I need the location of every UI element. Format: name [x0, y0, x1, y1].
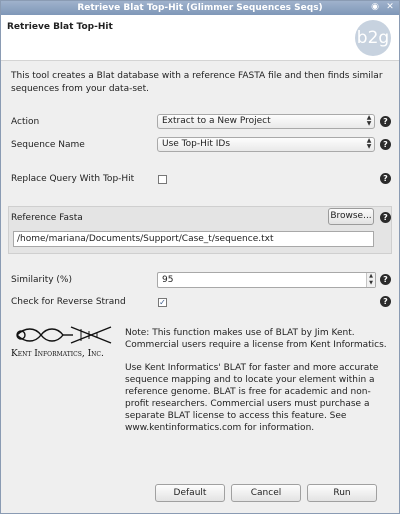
- browse-button[interactable]: Browse...: [328, 208, 374, 225]
- dialog-header: [1, 15, 399, 61]
- cancel-button[interactable]: Cancel: [231, 484, 301, 502]
- kent-informatics-logo: [11, 321, 123, 363]
- similarity-label: Similarity (%): [11, 275, 72, 285]
- default-button[interactable]: Default: [155, 484, 225, 502]
- combo-arrows-icon: ▲ ▼: [366, 137, 372, 150]
- window-title: Retrieve Blat Top-Hit (Glimmer Sequences Seqs): [77, 3, 323, 13]
- tool-description: This tool creates a Blat database with a reference FASTA file and then finds similar sequences from your data-set.: [11, 71, 383, 94]
- reverse-strand-label: Check for Reverse Strand: [11, 297, 126, 307]
- sequence-name-value: Use Top-Hit IDs: [162, 139, 231, 149]
- note-paragraph-1: Note: This function makes use of BLAT by Jim Kent. Commercial users require a license from Kent Informatics.: [125, 328, 387, 350]
- action-value: Extract to a New Project: [162, 116, 271, 126]
- reference-fasta-label: Reference Fasta: [11, 213, 83, 223]
- help-icon-reference-fasta[interactable]: ?: [380, 212, 391, 223]
- replace-query-checkbox[interactable]: [158, 175, 167, 184]
- reference-fasta-path-input[interactable]: /home/mariana/Documents/Support/Case_t/sequence.txt: [13, 231, 374, 247]
- dialog-title: Retrieve Blat Top-Hit: [7, 22, 113, 32]
- note-paragraph-2: Use Kent Informatics' BLAT for faster and more accurate sequence mapping and to locate your element within a reference genome. BLAT is free for academic and non-profit researchers. Commercial users must purchase a separate BLAT license to access this feature. See www.kentinformatics.com for information.: [125, 363, 379, 433]
- title-bar: [1, 1, 399, 15]
- help-icon-reverse-strand[interactable]: ?: [380, 296, 391, 307]
- blat-note: [125, 327, 393, 445]
- b2g-logo: b2g: [355, 20, 391, 56]
- spinner-arrows-icon[interactable]: ▲ ▼: [366, 273, 375, 287]
- combo-arrows-icon: ▲ ▼: [366, 114, 372, 127]
- sequence-name-select[interactable]: [157, 137, 375, 152]
- run-button[interactable]: Run: [307, 484, 377, 502]
- help-icon-replace-query[interactable]: ?: [380, 173, 391, 184]
- action-label: Action: [11, 117, 40, 127]
- similarity-value: 95: [162, 275, 174, 285]
- similarity-spinner[interactable]: [157, 272, 376, 288]
- kent-logo-text: Kent Informatics, Inc.: [11, 349, 104, 359]
- close-icon[interactable]: ✕: [386, 2, 394, 12]
- help-icon-sequence-name[interactable]: ?: [380, 139, 391, 150]
- reverse-strand-checkbox[interactable]: ✓: [159, 298, 166, 307]
- help-icon-similarity[interactable]: ?: [380, 274, 391, 285]
- minimize-icon[interactable]: ◉: [371, 2, 379, 12]
- action-select[interactable]: [157, 114, 375, 129]
- replace-query-label: Replace Query With Top-Hit: [11, 174, 135, 184]
- sequence-name-label: Sequence Name: [11, 140, 85, 150]
- help-icon-action[interactable]: ?: [380, 116, 391, 127]
